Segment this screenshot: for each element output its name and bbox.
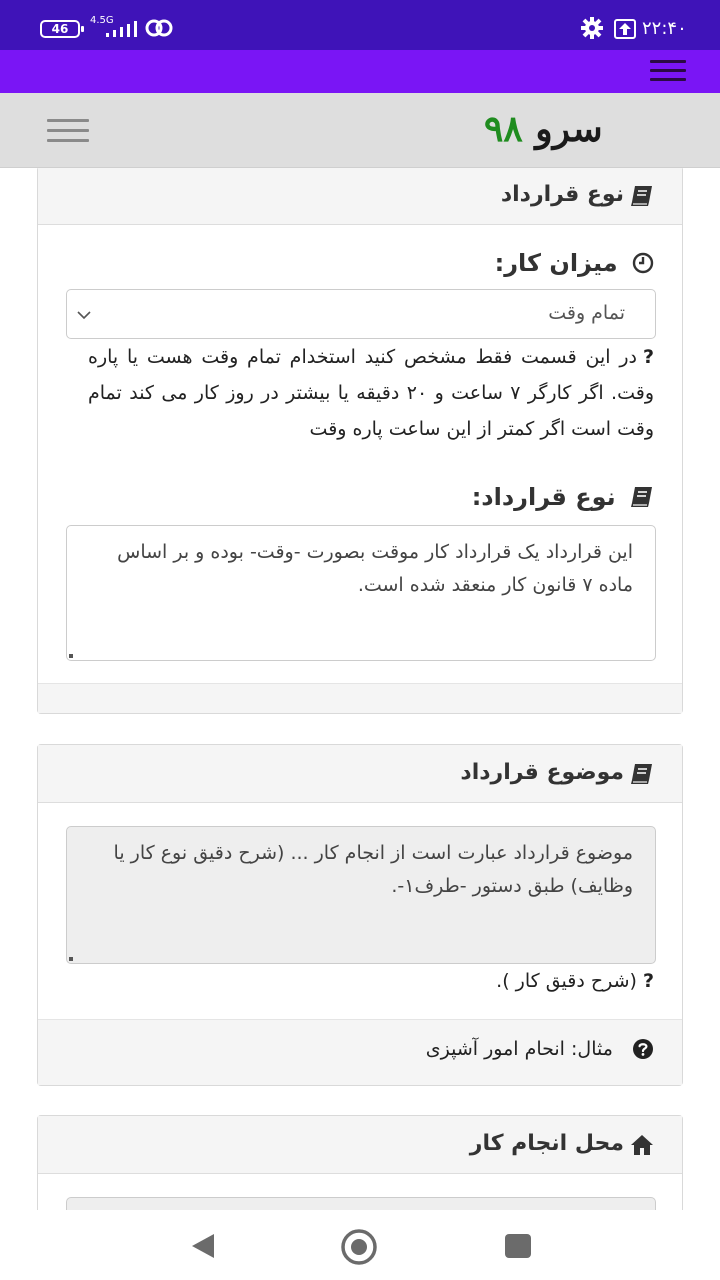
example-note <box>426 1038 654 1068</box>
brand-word: سرو <box>535 108 603 150</box>
book-icon <box>630 763 654 785</box>
work-amount-label-text: میزان کار: <box>494 249 618 277</box>
hamburger-menu-button[interactable] <box>47 119 89 143</box>
panel-heading <box>38 1116 682 1174</box>
contract-type-label <box>472 481 654 512</box>
link-icon <box>144 16 174 40</box>
work-location-panel <box>37 1115 683 1210</box>
work-amount-label <box>495 247 654 278</box>
battery-icon <box>40 20 80 38</box>
chevron-down-icon <box>77 308 91 322</box>
recent-apps-icon[interactable] <box>505 1234 531 1258</box>
work-amount-value: تمام وقت <box>548 302 625 324</box>
menu-icon[interactable] <box>650 60 686 82</box>
contract-subject-panel <box>37 744 683 1086</box>
question-circle-icon <box>632 1038 654 1060</box>
subject-hint-text: (شرح دقیق کار ). <box>496 970 637 992</box>
panel-title: موضوع قرارداد <box>460 760 624 785</box>
contract-type-textarea[interactable] <box>66 525 656 661</box>
question-mark-icon: ? <box>642 346 654 368</box>
upload-icon <box>614 19 636 39</box>
main-content[interactable] <box>0 168 720 1210</box>
subject-hint <box>496 967 654 995</box>
subject-textarea <box>66 826 656 964</box>
home-icon <box>630 1134 654 1156</box>
work-amount-select[interactable] <box>66 289 656 339</box>
subject-text: موضوع قرارداد عبارت است از انجام کار ... (شرح دقیق نوع کار یا وظایف) طبق دستور -طرف۱-. <box>113 842 633 897</box>
panel-title: محل انجام کار <box>469 1131 624 1156</box>
status-bar <box>0 0 720 50</box>
back-icon[interactable] <box>190 1232 218 1260</box>
app-top-bar <box>0 50 720 93</box>
system-nav-bar <box>0 1210 720 1280</box>
panel-heading <box>38 745 682 803</box>
resize-handle <box>69 957 73 961</box>
signal-icon <box>104 20 140 38</box>
work-amount-help-text: در این قسمت فقط مشخص کنید استخدام تمام وقت هست یا پاره وقت. اگر کارگر ۷ ساعت و ۲۰ دقیقه یا بیشتر در روز کار می کند تمام وقت است اگر کمتر از این ساعت پاره وقت <box>88 346 654 440</box>
book-icon <box>630 486 654 508</box>
book-icon <box>630 185 654 207</box>
network-type: 4.5G <box>90 15 114 26</box>
example-text: مثال: انحام امور آشپزی <box>425 1038 613 1060</box>
battery-level: 46 <box>51 22 69 36</box>
question-mark-icon: ? <box>642 970 654 992</box>
panel-footer <box>38 1019 682 1085</box>
work-amount-help <box>88 339 654 447</box>
home-button-icon[interactable] <box>340 1228 378 1266</box>
contract-type-label-text: نوع قرارداد: <box>471 483 616 511</box>
panel-heading <box>38 168 682 225</box>
contract-type-text: این قرارداد یک قرارداد کار موقت بصورت -وقت- بوده و بر اساس ماده ۷ قانون کار منعقد شده است. <box>117 541 633 596</box>
site-header <box>0 93 720 168</box>
resize-handle[interactable] <box>69 654 73 658</box>
brand-number: ۹۸ <box>484 108 523 150</box>
location-textarea <box>66 1197 656 1210</box>
clock-time: ۲۲:۴۰ <box>642 18 687 39</box>
clock-icon <box>632 252 654 274</box>
gear-icon <box>580 16 604 40</box>
contract-type-panel <box>37 168 683 714</box>
panel-title: نوع قرارداد <box>500 182 624 207</box>
site-logo[interactable] <box>484 105 603 153</box>
panel-footer <box>38 683 682 713</box>
